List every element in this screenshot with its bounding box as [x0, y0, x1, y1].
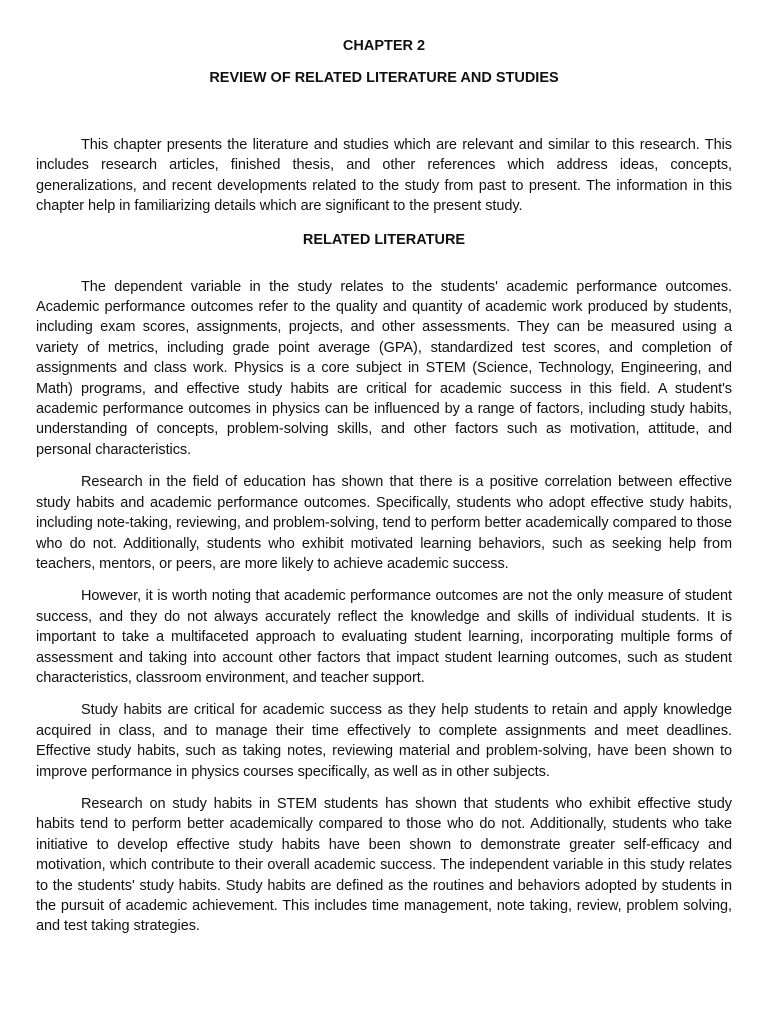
- body-paragraph: Study habits are critical for academic success as they help students to retain and apply knowledge acquired in class, and to manage their time effectively to complete assignments and meet deadlines. Effective study habits, such as taking notes, reviewing material and problem-solving, have been shown to improve performance in physics courses specifically, as well as in other subjects.: [36, 702, 732, 780]
- body-paragraph: Research in the field of education has shown that there is a positive correlation between effective study habits and academic performance outcomes. Specifically, students who adopt effective study habits, including note-taking, reviewing, and problem-solving, tend to perform better academically compared to those who do not. Additionally, students who exhibit motivated learning behaviors, such as seeking help from teachers, mentors, or peers, are more likely to achieve academic success.: [36, 474, 732, 572]
- body-paragraph: Research on study habits in STEM students has shown that students who exhibit effective study habits tend to perform better academically compared to those who do not. Additionally, students who take initiative to develop effective study habits have been shown to demonstrate greater self-efficacy and motivation, which contribute to their overall academic success. The independent variable in this study relates to the students' study habits. Study habits are defined as the routines and behaviors adopted by students in the pursuit of academic achievement. This includes time management, note taking, review, problem solving, and test taking strategies.: [36, 795, 732, 935]
- chapter-title: REVIEW OF RELATED LITERATURE AND STUDIES: [209, 70, 559, 86]
- chapter-number: CHAPTER 2: [342, 38, 426, 54]
- section-heading: RELATED LITERATURE: [302, 231, 466, 248]
- body-paragraph: The dependent variable in the study relates to the students' academic performance outcomes. Academic performance outcomes refer to the quality and quantity of academic work produced by students, including exam scores, assignments, projects, and other assessments. They can be measured using a variety of metrics, including grade point average (GPA), standardized test scores, and completion of assignments and class work. Physics is a core subject in STEM (Science, Technology, Engineering, and Math) programs, and effective study habits are critical for academic success in this field. A student's academic performance outcomes in physics can be influenced by a range of factors, including study habits, understanding of concepts, problem-solving skills, and other factors such as motivation, attitude, and personal characteristics.: [36, 278, 732, 458]
- intro-paragraph: This chapter presents the literature and studies which are relevant and similar to this research. This includes research articles, finished thesis, and other references which address ideas, concepts, generalizations, and recent developments related to the study from past to present. The information in this chapter help in familiarizing details which are significant to the present study.: [36, 137, 732, 215]
- body-paragraph: However, it is worth noting that academic performance outcomes are not the only measure of student success, and they do not always accurately reflect the knowledge and skills of individual students. It is important to take a multifaceted approach to evaluating student learning, incorporating multiple forms of assessment and taking into account other factors that impact student learning outcomes, such as student characteristics, classroom environment, and teacher support.: [36, 588, 732, 686]
